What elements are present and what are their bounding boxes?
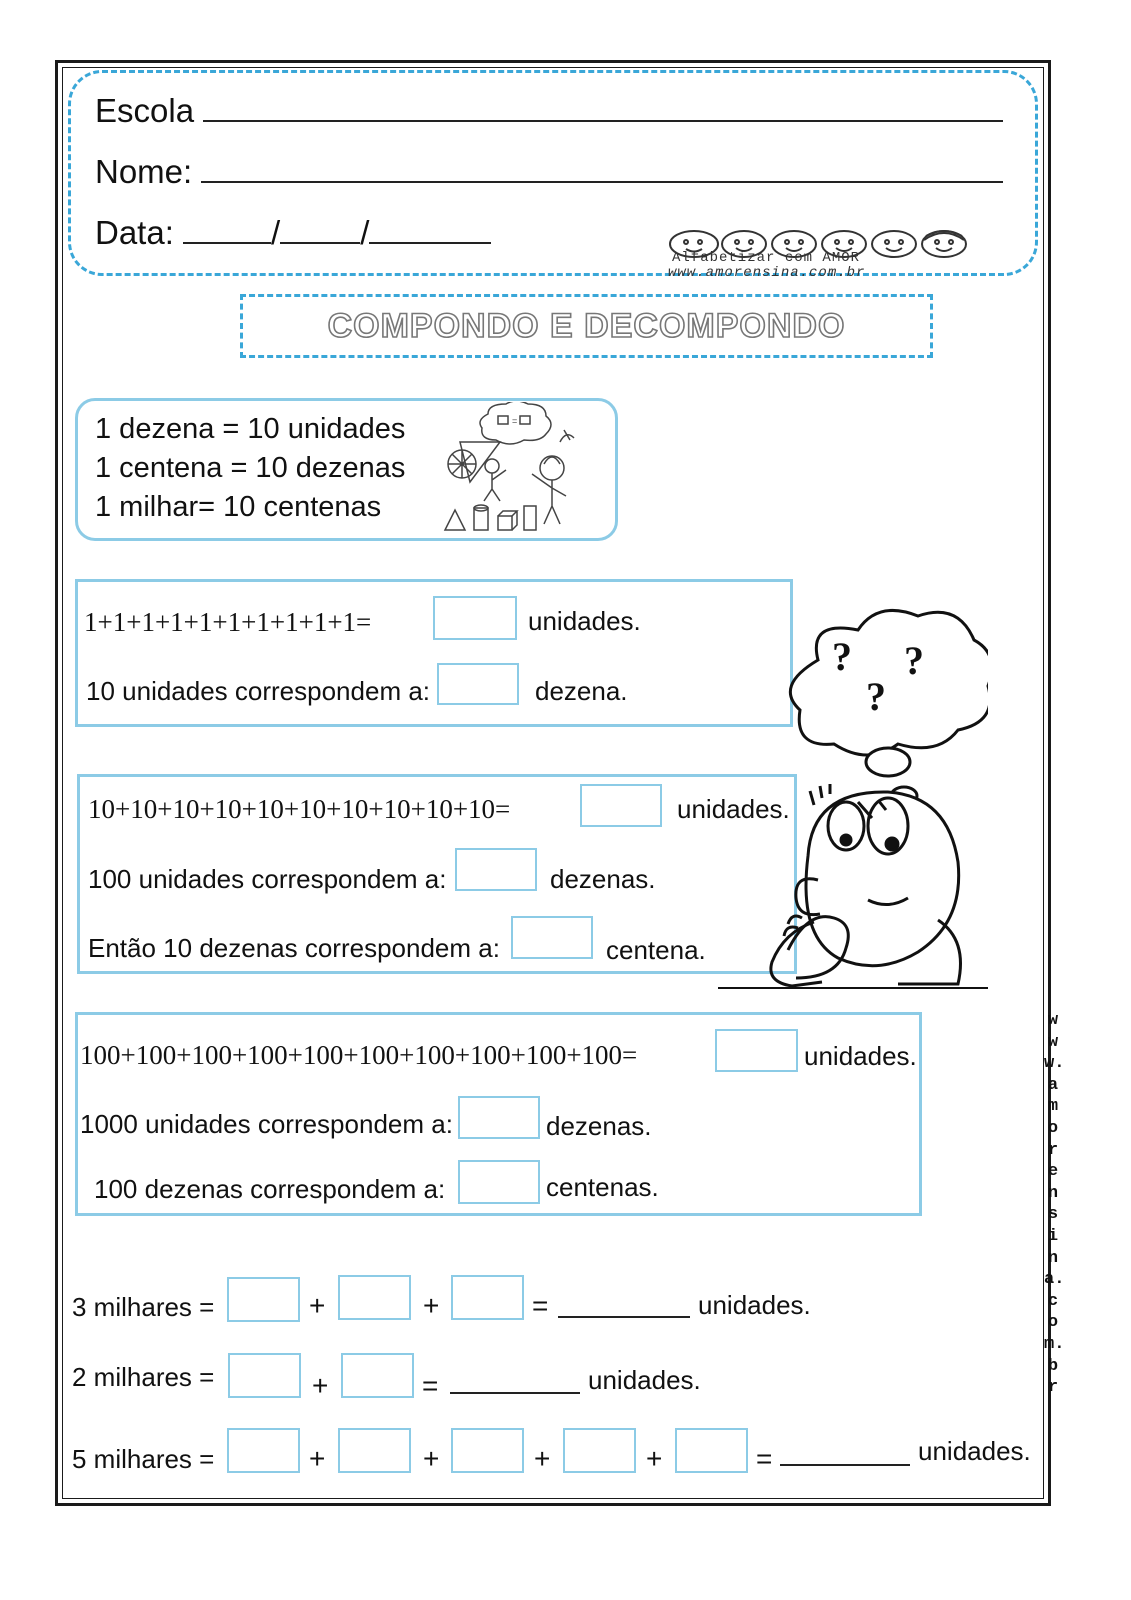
row2-box-2[interactable]	[341, 1353, 414, 1398]
info-line-milhar: 1 milhar= 10 centenas	[95, 491, 382, 523]
row2-unit: unidades.	[588, 1365, 701, 1395]
ex3-dezenas-text: 100 dezenas correspondem a:	[94, 1174, 446, 1204]
ex2-correspond-text: 100 unidades correspondem a:	[88, 864, 447, 894]
name-field[interactable]	[201, 155, 1003, 183]
row2-label: 2 milhares =	[72, 1362, 215, 1392]
ex3-sum-expression: 100+100+100+100+100+100+100+100+100+100=	[80, 1040, 638, 1070]
row3-box-2[interactable]	[338, 1428, 411, 1473]
equals-sign: =	[756, 1443, 773, 1474]
logo-caption: Alfabetizar com AMOR	[672, 250, 861, 266]
plus-sign: +	[309, 1290, 326, 1321]
info-line-dezena: 1 dezena = 10 unidades	[95, 413, 406, 445]
ex2-correspond-answer-box[interactable]	[455, 848, 537, 891]
row2-result-blank[interactable]	[450, 1392, 580, 1394]
title-box	[240, 294, 933, 358]
ex2-sum-answer-box[interactable]	[580, 784, 662, 827]
ex1-sum-answer-box[interactable]	[433, 596, 517, 640]
svg-text:=: =	[512, 416, 518, 426]
question-mark: ?	[832, 634, 852, 679]
thinking-boy-illustration-icon	[718, 600, 988, 1020]
ex3-sum-unit: unidades.	[804, 1041, 917, 1071]
plus-sign: +	[423, 1443, 440, 1474]
plus-sign: +	[534, 1443, 551, 1474]
equals-sign: =	[532, 1290, 549, 1321]
ex2-then-answer-box[interactable]	[511, 916, 593, 959]
ex2-sum-expression: 10+10+10+10+10+10+10+10+10+10=	[88, 794, 511, 824]
row3-result-blank[interactable]	[780, 1464, 910, 1466]
ex2-correspond-unit: dezenas.	[550, 864, 656, 894]
equals-sign: =	[422, 1370, 439, 1401]
date-year-field[interactable]	[369, 216, 491, 244]
date-month-field[interactable]	[280, 216, 360, 244]
ex2-sum-unit: unidades.	[677, 794, 790, 824]
ex3-dezenas-unit: centenas.	[546, 1172, 659, 1202]
plus-sign: +	[646, 1443, 663, 1474]
name-line	[95, 153, 1003, 191]
row3-label: 5 milhares =	[72, 1444, 215, 1474]
ex1-sum-unit: unidades.	[528, 606, 641, 636]
date-separator: /	[271, 214, 281, 251]
ex1-correspond-answer-box[interactable]	[437, 663, 519, 705]
row2-box-1[interactable]	[228, 1353, 301, 1398]
date-line	[95, 214, 491, 252]
plus-sign: +	[309, 1443, 326, 1474]
row3-box-3[interactable]	[451, 1428, 524, 1473]
ex2-then-text: Então 10 dezenas correspondem a:	[88, 933, 500, 963]
school-field[interactable]	[203, 94, 1003, 122]
date-label: Data:	[95, 214, 174, 251]
row3-unit: unidades.	[918, 1436, 1031, 1466]
ex1-sum-expression: 1+1+1+1+1+1+1+1+1+1=	[84, 607, 372, 637]
date-separator: /	[360, 214, 370, 251]
plus-sign: +	[312, 1370, 329, 1401]
ex1-correspond-unit: dezena.	[535, 676, 628, 706]
row1-unit: unidades.	[698, 1290, 811, 1320]
school-label: Escola	[95, 92, 195, 129]
plus-sign: +	[423, 1290, 440, 1321]
page-title: COMPONDO E DECOMPONDO	[327, 306, 846, 345]
ex1-correspond-text: 10 unidades correspondem a:	[86, 676, 431, 706]
row1-label: 3 milhares =	[72, 1292, 215, 1322]
row1-result-blank[interactable]	[558, 1316, 690, 1318]
row3-box-4[interactable]	[563, 1428, 636, 1473]
date-day-field[interactable]	[183, 216, 271, 244]
ex2-then-unit: centena.	[606, 935, 706, 965]
ex3-correspond-text: 1000 unidades correspondem a:	[80, 1109, 453, 1139]
row1-box-1[interactable]	[227, 1277, 300, 1322]
info-line-centena: 1 centena = 10 dezenas	[95, 452, 406, 484]
kids-math-illustration-icon	[440, 402, 590, 534]
question-mark: ?	[866, 674, 886, 719]
row1-box-3[interactable]	[451, 1275, 524, 1320]
school-line	[95, 92, 1003, 130]
ex3-correspond-unit: dezenas.	[546, 1111, 652, 1141]
name-label: Nome:	[95, 153, 193, 190]
ex3-correspond-answer-box[interactable]	[458, 1096, 540, 1139]
ex3-sum-answer-box[interactable]	[715, 1029, 798, 1072]
ex3-dezenas-answer-box[interactable]	[458, 1160, 540, 1204]
row3-box-1[interactable]	[227, 1428, 300, 1473]
question-mark: ?	[904, 638, 924, 683]
row3-box-5[interactable]	[675, 1428, 748, 1473]
side-url-vertical: www.amorensina.com.br	[1044, 1011, 1065, 1398]
logo-url: www.amorensina.com.br	[668, 265, 866, 281]
row1-box-2[interactable]	[338, 1275, 411, 1320]
